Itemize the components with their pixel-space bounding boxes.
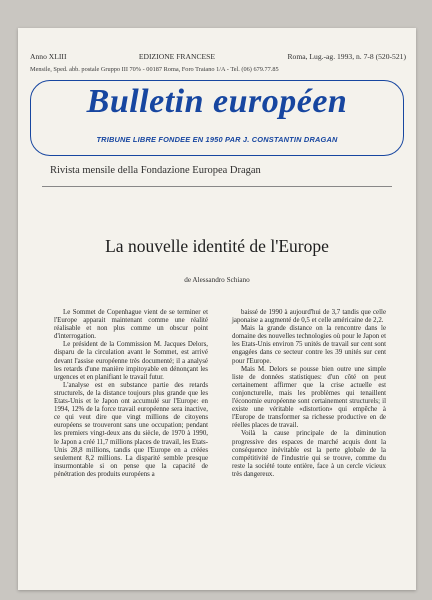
masthead-subtitle: TRIBUNE LIBRE FONDEE EN 1950 PAR J. CONSTANTIN DRAGAN [96,135,338,144]
paragraph: Mais la grande distance on la rencontre dans le domaine des nouvelles technologies où pour le Japon et les Etats-Unis environ 75 unités de travail sur cent sont engagées dans ce secteur contre les 39 unités sur cent pour l'Europe. [232,325,386,365]
article-title: La nouvelle identité de l'Europe [105,236,329,256]
newsletter-page [18,28,416,590]
masthead-banner [30,80,404,156]
paragraph: baissé de 1990 à aujourd'hui de 3,7 tandis que celle japonaise a augmenté de 0,5 et celle américaine de 2,2. [232,309,386,325]
masthead-info [30,52,406,61]
masthead-title: Bulletin européen [86,83,348,120]
article-column-left [54,309,208,479]
paragraph: Le président de la Commission M. Jacques Delors, disparu de la circulation avant le Sommet, est arrivé devant l'assise européenne très documenté; il a analysé les retards d'une manière impitoyable en dénonçant les urgences et en planifiant le travail futur. [54,341,208,381]
postal-info: Mensile, Sped. abb. postale Gruppo III 70% - 00187 Roma, Foro Traiano 1/A - Tel. (06) 679.77.85 [30,66,279,73]
article-author: de Alessandro Schiano [184,276,250,284]
paragraph: L'analyse est en substance partie des retards structurels, de la distance toujours plus grande que les Etats-Unis et le Japon ont accumulé sur l'Europe: en 1994, 12% de la force travail européenne sera inactive, ce qui veut dire que vingt millions de citoyens européens se trouveront sans une occupation; pendant les premiers vingt-deux ans du siècle, de 1970 à 1990, le Japon a créé 11,7 millions places de travail, les Etats-Unis 28,8 millions, tandis que l'Europe en a créées seulement 8,2 millions. La disparité semble presque insurmontable si on pense que la capacité de pénétration des produits européens a [54,381,208,478]
issue-year: Anno XLIII [30,52,67,61]
paragraph: Voilà la cause principale de la diminution progressive des espaces de marché acquis dont la conséquence inévitable est la perte globale de la compétitivité de l'industrie qui se trouve, comme du reste la société toute entière, face à un cercle vicieux très dangereux. [232,430,386,478]
article-column-right [232,309,386,479]
publication-tagline: Rivista mensile della Fondazione Europea Dragan [50,165,261,176]
paragraph: Le Sommet de Copenhague vient de se terminer et l'Europe apparait maintenant comme une réalité réalisable et non plus comme un obscur point d'interrogation. [54,309,208,341]
divider [42,186,392,187]
edition-label: EDIZIONE FRANCESE [138,52,216,61]
paragraph: Mais M. Delors se pousse bien outre une simple liste de données statistiques: d'un côté on peut certainement affirmer que la crise actuelle est conjoncturelle, mais les problèmes qui tenaillent l'économie européenne sont certainement structurels; il existe une véritable «distortion» qui empêche à l'Europe de transformer sa richesse productive en de réelles places de travail. [232,365,386,430]
issue-date: Roma, Lug.-ag. 1993, n. 7-8 (520-521) [287,52,406,61]
